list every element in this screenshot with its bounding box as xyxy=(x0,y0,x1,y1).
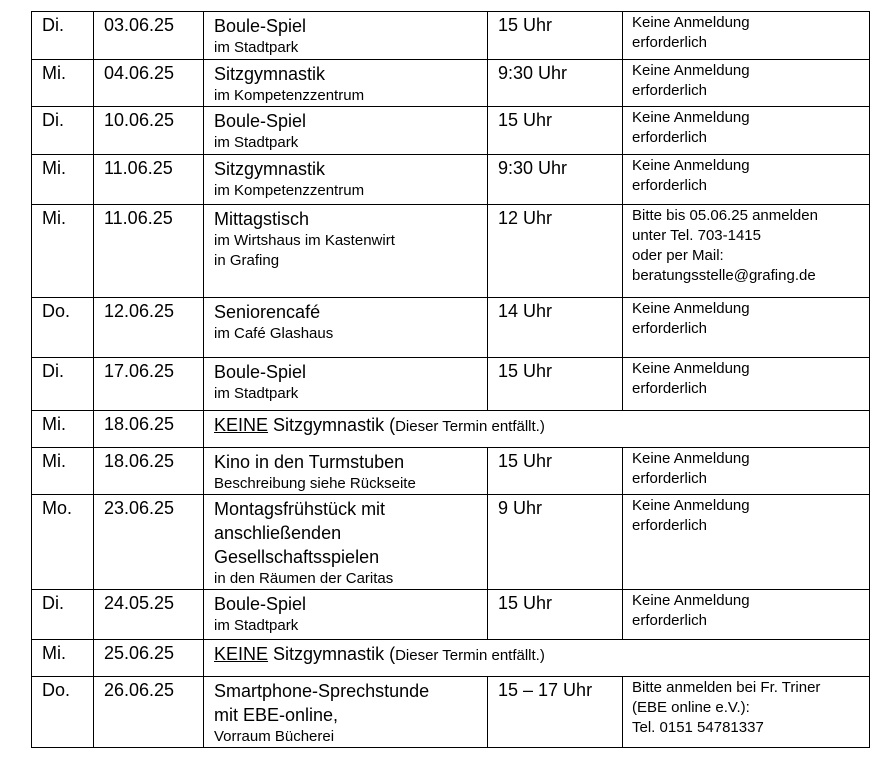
day-cell: Mi. xyxy=(32,60,94,107)
cancel-note: Dieser Termin entfällt.) xyxy=(395,647,545,664)
table-row xyxy=(32,590,870,640)
day-cell: Mi. xyxy=(32,155,94,205)
event-location: in Grafing xyxy=(214,252,280,269)
table-row xyxy=(32,358,870,411)
date-cell: 18.06.25 xyxy=(94,448,204,495)
registration-line: erforderlich xyxy=(632,34,708,51)
registration-line: erforderlich xyxy=(632,320,708,337)
table-row xyxy=(32,60,870,107)
time-cell: 15 Uhr xyxy=(488,358,623,411)
event-cell xyxy=(204,155,488,205)
event-location: Vorraum Bücherei xyxy=(214,728,335,745)
day-cell: Mo. xyxy=(32,495,94,590)
registration-line: Bitte bis 05.06.25 anmelden xyxy=(632,207,818,224)
date-cell: 23.06.25 xyxy=(94,495,204,590)
event-location: im Stadtpark xyxy=(214,39,299,56)
registration-cell xyxy=(623,590,870,640)
event-title: Boule-Spiel xyxy=(214,594,307,614)
day-cell: Di. xyxy=(32,358,94,411)
registration-line: erforderlich xyxy=(632,380,708,397)
registration-email: beratungsstelle@grafing.de xyxy=(632,267,816,284)
registration-cell xyxy=(623,358,870,411)
day-cell: Di. xyxy=(32,590,94,640)
event-location: im Wirtshaus im Kastenwirt xyxy=(214,232,395,249)
date-cell: 24.05.25 xyxy=(94,590,204,640)
day-cell: Di. xyxy=(32,107,94,155)
time-cell: 15 Uhr xyxy=(488,107,623,155)
day-cell: Mi. xyxy=(32,411,94,448)
registration-line: Keine Anmeldung xyxy=(632,450,750,467)
event-title: Kino in den Turmstuben xyxy=(214,452,405,472)
event-cell xyxy=(204,107,488,155)
day-cell: Mi. xyxy=(32,640,94,677)
registration-line: erforderlich xyxy=(632,612,708,629)
registration-line: Keine Anmeldung xyxy=(632,360,750,377)
registration-line: (EBE online e.V.): xyxy=(632,699,750,716)
table-row xyxy=(32,12,870,60)
date-cell: 26.06.25 xyxy=(94,677,204,748)
event-title: Montagsfrühstück mit xyxy=(214,499,386,519)
event-location: im Stadtpark xyxy=(214,134,299,151)
registration-cell xyxy=(623,298,870,358)
time-cell: 15 – 17 Uhr xyxy=(488,677,623,748)
registration-line: Keine Anmeldung xyxy=(632,14,750,31)
registration-cell xyxy=(623,448,870,495)
event-cell xyxy=(204,677,488,748)
day-cell: Do. xyxy=(32,298,94,358)
registration-line: Tel. 0151 54781337 xyxy=(632,719,764,736)
event-cell xyxy=(204,12,488,60)
registration-cell xyxy=(623,155,870,205)
schedule-table xyxy=(31,11,870,748)
time-cell: 9:30 Uhr xyxy=(488,155,623,205)
registration-line: erforderlich xyxy=(632,82,708,99)
event-location: im Kompetenzzentrum xyxy=(214,182,365,199)
cancel-keyword: KEINE xyxy=(214,415,269,435)
table-row xyxy=(32,298,870,358)
event-cell xyxy=(204,448,488,495)
table-row xyxy=(32,411,870,448)
table-row xyxy=(32,107,870,155)
event-location: im Kompetenzzentrum xyxy=(214,87,365,104)
registration-cell xyxy=(623,107,870,155)
time-cell: 14 Uhr xyxy=(488,298,623,358)
event-cell xyxy=(204,60,488,107)
time-cell: 12 Uhr xyxy=(488,205,623,298)
cancellation-cell xyxy=(204,411,870,448)
event-title: Sitzgymnastik xyxy=(214,159,326,179)
event-cell xyxy=(204,358,488,411)
registration-cell xyxy=(623,60,870,107)
cancellation-cell xyxy=(204,640,870,677)
time-cell: 9 Uhr xyxy=(488,495,623,590)
event-title: Sitzgymnastik xyxy=(214,64,326,84)
time-cell: 15 Uhr xyxy=(488,12,623,60)
event-cell xyxy=(204,298,488,358)
date-cell: 03.06.25 xyxy=(94,12,204,60)
table-row xyxy=(32,448,870,495)
event-title: Mittagstisch xyxy=(214,209,310,229)
event-location: im Café Glashaus xyxy=(214,325,334,342)
event-title: Boule-Spiel xyxy=(214,111,307,131)
cancel-event: Sitzgymnastik ( xyxy=(268,644,396,664)
event-location: im Stadtpark xyxy=(214,617,299,634)
date-cell: 11.06.25 xyxy=(94,205,204,298)
event-title: Smartphone-Sprechstunde xyxy=(214,681,430,701)
registration-line: Keine Anmeldung xyxy=(632,592,750,609)
event-location: in den Räumen der Caritas xyxy=(214,570,394,587)
event-title: anschließenden xyxy=(214,523,342,543)
registration-line: Keine Anmeldung xyxy=(632,109,750,126)
registration-cell xyxy=(623,677,870,748)
event-title: Gesellschaftsspielen xyxy=(214,547,380,567)
date-cell: 25.06.25 xyxy=(94,640,204,677)
day-cell: Di. xyxy=(32,12,94,60)
event-title: mit EBE-online, xyxy=(214,705,339,725)
table-row xyxy=(32,205,870,298)
registration-cell xyxy=(623,12,870,60)
event-location: Beschreibung siehe Rückseite xyxy=(214,475,416,492)
date-cell: 04.06.25 xyxy=(94,60,204,107)
time-cell: 9:30 Uhr xyxy=(488,60,623,107)
registration-line: Keine Anmeldung xyxy=(632,62,750,79)
day-cell: Mi. xyxy=(32,448,94,495)
registration-line: Keine Anmeldung xyxy=(632,157,750,174)
registration-line: Bitte anmelden bei Fr. Triner xyxy=(632,679,821,696)
day-cell: Do. xyxy=(32,677,94,748)
table-row xyxy=(32,155,870,205)
registration-line: Keine Anmeldung xyxy=(632,497,750,514)
registration-line: erforderlich xyxy=(632,177,708,194)
date-cell: 12.06.25 xyxy=(94,298,204,358)
date-cell: 17.06.25 xyxy=(94,358,204,411)
event-location: im Stadtpark xyxy=(214,385,299,402)
registration-line: erforderlich xyxy=(632,517,708,534)
date-cell: 10.06.25 xyxy=(94,107,204,155)
table-row xyxy=(32,495,870,590)
date-cell: 18.06.25 xyxy=(94,411,204,448)
table-row xyxy=(32,640,870,677)
registration-line: oder per Mail: xyxy=(632,247,724,264)
registration-line: erforderlich xyxy=(632,129,708,146)
time-cell: 15 Uhr xyxy=(488,448,623,495)
cancel-keyword: KEINE xyxy=(214,644,269,664)
event-cell xyxy=(204,590,488,640)
event-title: Boule-Spiel xyxy=(214,16,307,36)
registration-line: erforderlich xyxy=(632,470,708,487)
registration-line: Keine Anmeldung xyxy=(632,300,750,317)
registration-cell xyxy=(623,205,870,298)
cancel-event: Sitzgymnastik ( xyxy=(268,415,396,435)
time-cell: 15 Uhr xyxy=(488,590,623,640)
registration-cell xyxy=(623,495,870,590)
cancel-note: Dieser Termin entfällt.) xyxy=(395,418,545,435)
table-row xyxy=(32,677,870,748)
date-cell: 11.06.25 xyxy=(94,155,204,205)
event-cell xyxy=(204,205,488,298)
event-title: Seniorencafé xyxy=(214,302,321,322)
event-cell xyxy=(204,495,488,590)
day-cell: Mi. xyxy=(32,205,94,298)
registration-line: unter Tel. 703-1415 xyxy=(632,227,761,244)
event-title: Boule-Spiel xyxy=(214,362,307,382)
